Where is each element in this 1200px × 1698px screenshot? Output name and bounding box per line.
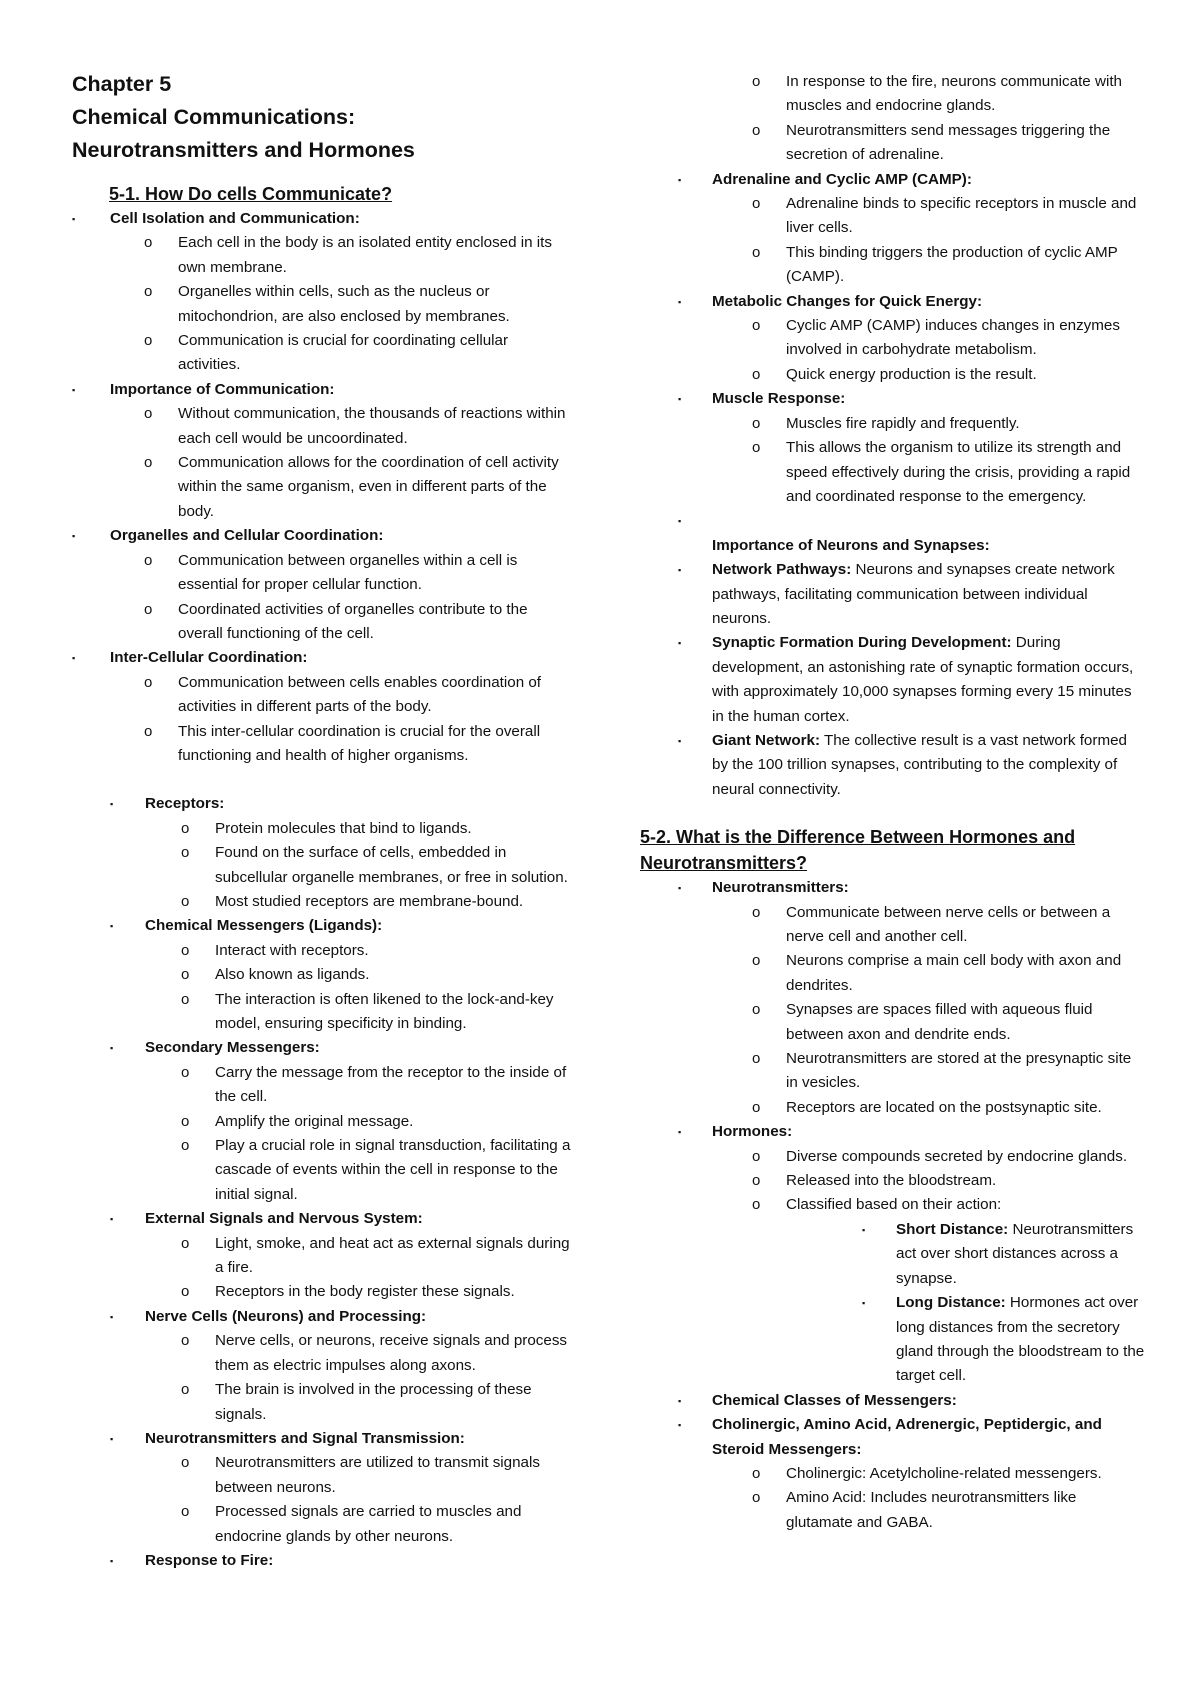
list-item: o Play a crucial role in signal transduction, facilitating a cascade of events within the cell in response to the initial signal.: [181, 1134, 572, 1207]
list-item: o Released into the bloodstream.: [752, 1169, 1145, 1193]
circle-bullet-icon: o: [144, 722, 153, 740]
square-bullet-icon: ▪: [678, 1127, 682, 1138]
list-item: o Interact with receptors.: [181, 939, 572, 963]
list-item: o Communication between cells enables coordination of activities in different parts of the body.: [144, 671, 572, 720]
circle-bullet-icon: o: [181, 1381, 190, 1399]
circle-bullet-icon: o: [181, 1137, 190, 1155]
circle-bullet-icon: o: [144, 673, 153, 691]
section2-list: [640, 876, 1145, 1535]
list-item: o Classified based on their action: ▪ Short Distance: Neurotransmitters act over short distances across a synapse. ▪ Long Distance: Hormones act over long distances from the secretory gland through the bloodstream to the target cell.: [752, 1193, 1145, 1388]
square-bullet-icon: ▪: [678, 883, 682, 894]
square-bullet-icon: ▪: [678, 1420, 682, 1431]
square-bullet-icon: ▪: [72, 214, 76, 224]
square-bullet-icon: ▪: [678, 638, 682, 649]
list-item: ▪ Nerve Cells (Neurons) and Processing: o Nerve cells, or neurons, receive signals and process them as electric impulses along axons. o The brain is involved in the processing of these signals.: [72, 1305, 572, 1427]
list-item: o This inter-cellular coordination is crucial for the overall functioning and health of higher organisms.: [144, 720, 572, 769]
circle-bullet-icon: o: [181, 819, 190, 837]
list-item: o Found on the surface of cells, embedded in subcellular organelle membranes, or free in solution.: [181, 841, 572, 890]
square-bullet-icon: ▪: [110, 1433, 114, 1444]
list-item: o The brain is involved in the processing of these signals.: [181, 1378, 572, 1427]
left-column: [72, 68, 572, 1573]
list-item: ▪ Chemical Messengers (Ligands): o Interact with receptors. o Also known as ligands. o The interaction is often likened to the lock-and-key model, ensuring specificity in binding.: [72, 914, 572, 1036]
list-item: o Amplify the original message.: [181, 1110, 572, 1134]
list-item: ▪ Synaptic Formation During Development: During development, an astonishing rate of synaptic formation occurs, with approximately 10,000 synapses forming every 15 minutes in the human cortex.: [640, 631, 1145, 729]
circle-bullet-icon: o: [752, 1464, 761, 1482]
circle-bullet-icon: o: [752, 317, 761, 335]
circle-bullet-icon: o: [181, 1454, 190, 1472]
list-item: ▪ Long Distance: Hormones act over long distances from the secretory gland through the bloodstream to the target cell.: [862, 1291, 1145, 1389]
list-item: o In response to the fire, neurons communicate with muscles and endocrine glands.: [752, 70, 1145, 119]
list-item: ▪ Response to Fire:: [72, 1549, 572, 1573]
circle-bullet-icon: o: [752, 73, 761, 90]
circle-bullet-icon: o: [181, 941, 190, 959]
square-bullet-icon: ▪: [110, 1043, 114, 1054]
circle-bullet-icon: o: [144, 405, 153, 423]
circle-bullet-icon: o: [144, 234, 153, 252]
square-bullet-icon: ▪: [862, 1298, 866, 1309]
circle-bullet-icon: o: [181, 990, 190, 1008]
list-item: ▪ Network Pathways: Neurons and synapses create network pathways, facilitating communication between individual neurons.: [640, 558, 1145, 631]
circle-bullet-icon: o: [752, 1196, 761, 1214]
circle-bullet-icon: o: [144, 283, 153, 301]
list-item: o Coordinated activities of organelles contribute to the overall functioning of the cell.: [144, 598, 572, 647]
square-bullet-icon: ▪: [678, 565, 682, 576]
section1-list: [72, 207, 572, 768]
square-bullet-icon: ▪: [110, 799, 114, 810]
list-item: ▪ Giant Network: The collective result is a vast network formed by the 100 trillion synapses, contributing to the complexity of neural connectivity.: [640, 729, 1145, 802]
list-item: o Neurotransmitters are utilized to transmit signals between neurons.: [181, 1451, 572, 1500]
list-item: ▪ Short Distance: Neurotransmitters act over short distances across a synapse.: [862, 1218, 1145, 1291]
square-bullet-icon: ▪: [678, 174, 682, 185]
square-bullet-icon: ▪: [110, 1555, 114, 1566]
circle-bullet-icon: o: [181, 1283, 190, 1301]
list-item: o Muscles fire rapidly and frequently.: [752, 412, 1145, 436]
circle-bullet-icon: o: [752, 121, 761, 139]
right-column: [640, 70, 1145, 1535]
list-item: ▪ Cholinergic, Amino Acid, Adrenergic, Peptidergic, and Steroid Messengers: o Cholinergic: Acetylcholine-related messengers. o Amino Acid: Includes neurotransmitters like glutamate and GABA.: [640, 1413, 1145, 1535]
list-item: o Processed signals are carried to muscles and endocrine glands by other neurons.: [181, 1500, 572, 1549]
list-item: ▪ External Signals and Nervous System: o Light, smoke, and heat act as external signals during a fire. o Receptors in the body register these signals.: [72, 1207, 572, 1305]
empty-list-item: [640, 509, 1145, 533]
list-item: ▪ Adrenaline and Cyclic AMP (CAMP): o Adrenaline binds to specific receptors in muscle and liver cells. o This binding triggers the production of cyclic AMP (CAMP).: [640, 168, 1145, 290]
circle-bullet-icon: o: [752, 903, 761, 921]
square-bullet-icon: ▪: [678, 1395, 682, 1406]
list-item: o Receptors are located on the postsynaptic site.: [752, 1096, 1145, 1120]
list-item: o Receptors in the body register these signals.: [181, 1280, 572, 1304]
list-item: ▪ Secondary Messengers: o Carry the message from the receptor to the inside of the cell. o Amplify the original message. o Play a crucial role in signal transduction, facilitating a cascade of events within the cell in response to the initial signal.: [72, 1036, 572, 1207]
circle-bullet-icon: o: [752, 1489, 761, 1507]
list-item: o Neurons comprise a main cell body with axon and dendrites.: [752, 949, 1145, 998]
list-item: o Communication allows for the coordination of cell activity within the same organism, even in different parts of the body.: [144, 451, 572, 524]
list-item: o This allows the organism to utilize its strength and speed effectively during the crisis, providing a rapid and coordinated response to the emergency.: [752, 436, 1145, 509]
circle-bullet-icon: o: [181, 844, 190, 862]
list-item: ▪ Neurotransmitters: o Communicate between nerve cells or between a nerve cell and another cell. o Neurons comprise a main cell body with axon and dendrites. o Synapses are spaces filled with aqueous fluid between axon and dendrite ends. o Neurotransmitters are stored at the presynaptic site in vesicles. o Receptors are located on the postsynaptic site.: [640, 876, 1145, 1120]
circle-bullet-icon: o: [181, 1112, 190, 1130]
section-heading-5-2: 5-2. What is the Difference Between Hormones and Neurotransmitters?: [640, 827, 1076, 874]
list-item: o Protein molecules that bind to ligands.: [181, 817, 572, 841]
square-bullet-icon: ▪: [678, 735, 682, 746]
list-item: o Diverse compounds secreted by endocrine glands.: [752, 1145, 1145, 1169]
square-bullet-icon: ▪: [678, 394, 682, 405]
list-item: ▪ Muscle Response: o Muscles fire rapidly and frequently. o This allows the organism to utilize its strength and speed effectively during the crisis, providing a rapid and coordinated response to the emergency.: [640, 387, 1145, 509]
square-bullet-icon: ▪: [72, 384, 76, 395]
circle-bullet-icon: o: [181, 1063, 190, 1081]
list-item: ▪ Cell Isolation and Communication: o Each cell in the body is an isolated entity enclosed in its own membrane. o Organelles within cells, such as the nucleus or mitochondrion, are also enclosed by membranes. o Communication is crucial for coordinating cellular activities.: [72, 207, 572, 378]
list-item: o Adrenaline binds to specific receptors in muscle and liver cells.: [752, 192, 1145, 241]
square-bullet-icon: ▪: [678, 296, 682, 307]
list-item: o Each cell in the body is an isolated entity enclosed in its own membrane.: [144, 231, 572, 280]
section-heading-5-1: 5-1. How Do cells Communicate?: [109, 184, 393, 204]
circle-bullet-icon: o: [752, 952, 761, 970]
list-item: ▪ Neurotransmitters and Signal Transmission: o Neurotransmitters are utilized to transmit signals between neurons. o Processed signals are carried to muscles and endocrine glands by other neurons.: [72, 1427, 572, 1549]
list-item: o Without communication, the thousands of reactions within each cell would be uncoordinated.: [144, 402, 572, 451]
list-item: o The interaction is often likened to the lock-and-key model, ensuring specificity in binding.: [181, 988, 572, 1037]
list-item: o Cyclic AMP (CAMP) induces changes in enzymes involved in carbohydrate metabolism.: [752, 314, 1145, 363]
circle-bullet-icon: o: [752, 1147, 761, 1165]
circle-bullet-icon: o: [752, 1050, 761, 1068]
circle-bullet-icon: o: [752, 1172, 761, 1190]
circle-bullet-icon: o: [144, 332, 153, 350]
list-item: o Also known as ligands.: [181, 963, 572, 987]
neuron-points-list: [640, 558, 1145, 802]
list-item: o Communicate between nerve cells or between a nerve cell and another cell.: [752, 901, 1145, 950]
square-bullet-icon: ▪: [862, 1224, 866, 1235]
chapter-subtitle-2: Neurotransmitters and Hormones: [72, 138, 415, 162]
list-item: o Cholinergic: Acetylcholine-related messengers.: [752, 1462, 1145, 1486]
circle-bullet-icon: o: [752, 1001, 761, 1019]
circle-bullet-icon: o: [144, 600, 153, 618]
circle-bullet-icon: o: [752, 1098, 761, 1116]
list-item: o Most studied receptors are membrane-bound.: [181, 890, 572, 914]
list-item: ▪ Metabolic Changes for Quick Energy: o Cyclic AMP (CAMP) induces changes in enzymes involved in carbohydrate metabolism. o Quick energy production is the result.: [640, 290, 1145, 388]
list-item: o This binding triggers the production of cyclic AMP (CAMP).: [752, 241, 1145, 290]
list-item: ▪ Inter-Cellular Coordination: o Communication between cells enables coordination of activities in different parts of the body. o This inter-cellular coordination is crucial for the overall functioning and health of higher organisms.: [72, 646, 572, 768]
neurons-synapses-heading: Importance of Neurons and Synapses:: [712, 536, 990, 554]
list-item: o Neurotransmitters send messages triggering the secretion of adrenaline.: [752, 119, 1145, 168]
circle-bullet-icon: o: [181, 1234, 190, 1252]
list-item: ▪ Hormones: o Diverse compounds secreted by endocrine glands. o Released into the bloodstream. o Classified based on their action: ▪ Short Distance: Neurotransmitters act over short distances across a synapse. ▪ Long Distance: Hormones act over long distances from the secretory gland through the bloodstream to the target cell.: [640, 1120, 1145, 1388]
list-item: o Quick energy production is the result.: [752, 363, 1145, 387]
section1-indented-list: [72, 792, 572, 1573]
circle-bullet-icon: o: [752, 243, 761, 261]
circle-bullet-icon: o: [752, 414, 761, 432]
square-bullet-icon: ▪: [678, 516, 682, 527]
list-item: ▪ Importance of Communication: o Without communication, the thousands of reactions within each cell would be uncoordinated. o Communication allows for the coordination of cell activity within the same organism, even in different parts of the body.: [72, 378, 572, 524]
list-item: o Neurotransmitters are stored at the presynaptic site in vesicles.: [752, 1047, 1145, 1096]
circle-bullet-icon: o: [752, 365, 761, 383]
circle-bullet-icon: o: [181, 1332, 190, 1350]
list-item: ▪ Receptors: o Protein molecules that bind to ligands. o Found on the surface of cells, embedded in subcellular organelle membranes, or free in solution. o Most studied receptors are membrane-bound.: [72, 792, 572, 914]
list-item: o Synapses are spaces filled with aqueous fluid between axon and dendrite ends.: [752, 998, 1145, 1047]
right-groups-list: [640, 168, 1145, 534]
list-item: o Communication between organelles within a cell is essential for proper cellular function.: [144, 549, 572, 598]
list-item: ▪ Organelles and Cellular Coordination: o Communication between organelles within a cell is essential for proper cellular function. o Coordinated activities of organelles contribute to the overall functioning of the cell.: [72, 524, 572, 646]
chapter-subtitle-1: Chemical Communications:: [72, 105, 356, 129]
circle-bullet-icon: o: [752, 195, 761, 213]
fire-continuation-list: [640, 70, 1145, 168]
list-item: o Carry the message from the receptor to the inside of the cell.: [181, 1061, 572, 1110]
square-bullet-icon: ▪: [110, 1311, 114, 1322]
circle-bullet-icon: o: [181, 966, 190, 984]
list-item: o Communication is crucial for coordinating cellular activities.: [144, 329, 572, 378]
circle-bullet-icon: o: [181, 892, 190, 910]
circle-bullet-icon: o: [144, 454, 153, 472]
list-item: o Nerve cells, or neurons, receive signals and process them as electric impulses along axons.: [181, 1329, 572, 1378]
circle-bullet-icon: o: [144, 551, 153, 569]
list-item: o Amino Acid: Includes neurotransmitters like glutamate and GABA.: [752, 1486, 1145, 1535]
square-bullet-icon: ▪: [110, 1214, 114, 1225]
list-item: o Light, smoke, and heat act as external signals during a fire.: [181, 1232, 572, 1281]
circle-bullet-icon: o: [181, 1503, 190, 1521]
list-item: o Organelles within cells, such as the nucleus or mitochondrion, are also enclosed by membranes.: [144, 280, 572, 329]
chapter-title: Chapter 5: [72, 72, 172, 96]
list-item: ▪ Chemical Classes of Messengers:: [640, 1389, 1145, 1413]
square-bullet-icon: ▪: [110, 921, 114, 932]
square-bullet-icon: ▪: [72, 531, 76, 542]
circle-bullet-icon: o: [752, 439, 761, 457]
square-bullet-icon: ▪: [72, 653, 76, 664]
